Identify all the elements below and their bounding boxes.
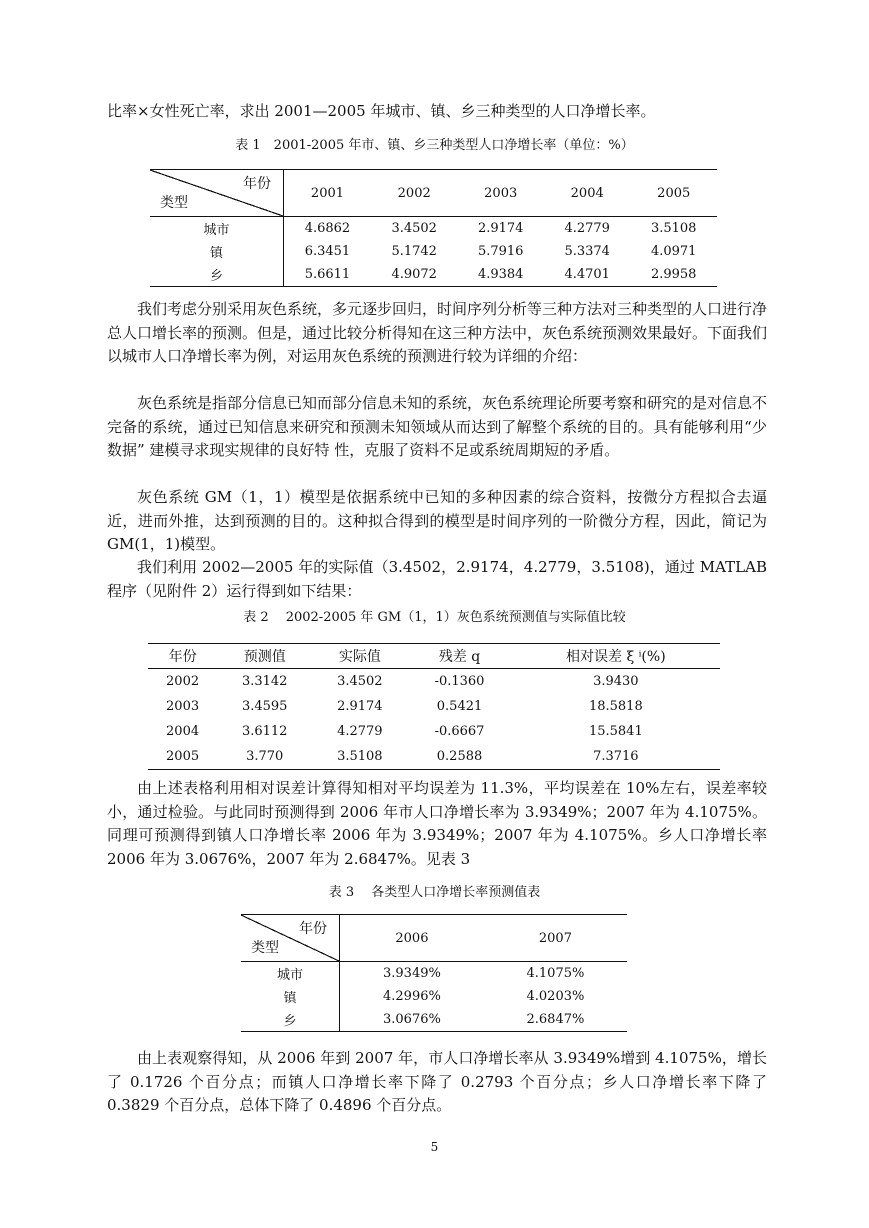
- table-row: [148, 669, 720, 695]
- row-label: 镇: [241, 985, 340, 1008]
- paragraph-matlab: 我们利用 2002—2005 年的实际值（3.4502，2.9174，4.2779，3.5108)，通过 MATLAB 程序（见附件 2）运行得到如下结果：: [107, 558, 767, 600]
- table-cell: 3.3142: [241, 674, 288, 689]
- table-cell: 6.3451: [304, 244, 351, 259]
- table-cell: 4.2779: [337, 724, 383, 739]
- table-cell: 2002: [166, 674, 200, 689]
- table3: [241, 914, 627, 1032]
- table-cell: 4.9072: [371, 263, 458, 287]
- table2-header-row: [148, 644, 720, 669]
- table-cell: 4.0203%: [526, 989, 585, 1004]
- table-cell: 5.7916: [477, 244, 524, 259]
- table1-year-header: 2001: [284, 170, 371, 217]
- table-cell: 18.5818: [588, 699, 643, 714]
- table-row: [241, 1008, 627, 1032]
- table3-header-row: [241, 915, 627, 962]
- table-cell: 4.0971: [650, 244, 697, 259]
- table-cell: 3.9349%: [383, 966, 441, 981]
- table-cell: 3.4502: [391, 221, 437, 236]
- table-cell: 5.3374: [564, 244, 610, 259]
- table-cell: 4.9384: [457, 263, 544, 287]
- table-cell: -0.1360: [434, 674, 485, 689]
- table2: [148, 643, 720, 770]
- table1-year-header: 2002: [371, 170, 458, 217]
- table3-corner-cell: [241, 915, 340, 962]
- table-cell: 2003: [166, 699, 200, 714]
- paragraph-method-overview: 我们考虑分别采用灰色系统，多元逐步回归，时间序列分析等三种方法对三种类型的人口进行净总人口增长率的预测。但是，通过比较分析得知在这三种方法中，灰色系统预测效果最好。下面我们以城市人口净增长率为例，对运用灰色系统的预测进行较为详细的介绍：: [107, 300, 768, 365]
- table2-header-cell: 预测值: [217, 644, 312, 669]
- table-row: [148, 744, 720, 770]
- table-cell: 3.9430: [593, 674, 639, 689]
- row-label: 城市: [150, 217, 284, 241]
- table1: [150, 169, 717, 287]
- table-cell: 5.6611: [284, 263, 371, 287]
- table3-year-header: 2006: [340, 915, 484, 962]
- table-row: [148, 694, 720, 719]
- table-cell: 4.4701: [544, 263, 631, 287]
- paragraph-grey-system: 灰色系统是指部分信息已知而部分信息未知的系统，灰色系统理论所要考察和研究的是对信息不完备的系统，通过已知信息来研究和预测未知领域从而达到了解整个系统的目的。具有能够利用“少数据” 建模寻求现实规律的良好特 性，克服了资料不足或系统周期短的矛盾。: [107, 394, 768, 459]
- table-cell: 2.9174: [337, 699, 383, 714]
- table3-corner-bottom: 类型: [251, 940, 279, 956]
- table-cell: 0.5421: [436, 699, 483, 714]
- row-label: 乡: [241, 1008, 340, 1032]
- table-cell: 5.1742: [391, 244, 437, 259]
- table-row: [150, 217, 717, 241]
- page-number: 5: [430, 1140, 439, 1154]
- table-cell: -0.6667: [434, 724, 485, 739]
- intro-line: 比率×女性死亡率，求出 2001—2005 年城市、镇、乡三种类型的人口净增长率。: [107, 102, 656, 120]
- row-label: 城市: [241, 962, 340, 986]
- table2-header-cell: 年份: [148, 644, 217, 669]
- table1-year-header: 2003: [457, 170, 544, 217]
- paragraph-gm-model: 灰色系统 GM（1，1）模型是依据系统中已知的多种因素的综合资料，按微分方程拟合去逼近，进而外推，达到预测的目的。这种拟合得到的模型是时间序列的一阶微分方程，因此，简记为 GM(1，1)模型。: [107, 488, 767, 553]
- table1-corner-cell: [150, 170, 284, 217]
- table-cell: 2.9174: [477, 221, 524, 236]
- table-row: [150, 263, 717, 287]
- table-row: [150, 240, 717, 263]
- table3-diagonal-header: [241, 915, 339, 961]
- table1-corner-bottom: 类型: [160, 195, 188, 211]
- table-cell: 0.2588: [407, 744, 511, 770]
- table-cell: 3.0676%: [340, 1008, 484, 1032]
- table3-corner-top: 年份: [299, 921, 327, 937]
- table3-year-header: 2007: [484, 915, 627, 962]
- table-cell: 3.5108: [650, 221, 697, 236]
- table-cell: 3.4595: [241, 699, 288, 714]
- table-cell: 4.1075%: [526, 966, 585, 981]
- table1-year-header: 2004: [544, 170, 631, 217]
- table2-header-cell: 相对误差 ξ ⁱ(%): [512, 644, 720, 669]
- table-cell: 4.2996%: [383, 989, 441, 1004]
- paragraph-error-analysis: 由上述表格利用相对误差计算得知相对平均误差为 11.3%，平均误差在 10%左右，误差率较小，通过检验。与此同时预测得到 2006 年市人口净增长率为 3.9349%；2007 年为 4.1075%。同理可预测得到镇人口净增长率 2006 年为 3.9349%；2007 年为 4.1075%。乡人口净增长率 2006 年为 3.0676%，2007 年为 2.6847%。见表 3: [107, 779, 767, 868]
- table3-caption: 表 3 各类型人口净增长率预测值表: [328, 885, 541, 900]
- table2-header-cell: 残差 q: [407, 644, 511, 669]
- row-label: 乡: [150, 263, 284, 287]
- table-cell: 2005: [148, 744, 217, 770]
- table1-diagonal-header: [150, 170, 283, 216]
- table1-header-row: [150, 170, 717, 217]
- table-cell: 4.6862: [304, 221, 351, 236]
- table1-year-header: 2005: [630, 170, 717, 217]
- table-cell: 2.6847%: [484, 1008, 627, 1032]
- table-cell: 2.9958: [630, 263, 717, 287]
- table1-corner-top: 年份: [243, 176, 271, 192]
- table-cell: 3.5108: [312, 744, 407, 770]
- table-row: [241, 985, 627, 1008]
- table-row: [241, 962, 627, 986]
- table2-header-cell: 实际值: [312, 644, 407, 669]
- table-cell: 3.4502: [337, 674, 383, 689]
- table-cell: 3.6112: [241, 724, 288, 739]
- table-cell: 4.2779: [564, 221, 610, 236]
- table2-caption: 表 2 2002-2005 年 GM（1，1）灰色系统预测值与实际值比较: [243, 610, 626, 625]
- table1-caption: 表 1 2001-2005 年市、镇、乡三种类型人口净增长率（单位：%）: [235, 138, 634, 153]
- paragraph-conclusion: 由上表观察得知，从 2006 年到 2007 年，市人口净增长率从 3.9349%增到 4.1075%，增长了 0.1726 个百分点；而镇人口净增长率下降了 0.2793 个百分点；乡人口净增长率下降了 0.3829 个百分点，总体下降了 0.4896 个百分点。: [107, 1049, 767, 1114]
- table-cell: 7.3716: [512, 744, 720, 770]
- table-cell: 3.770: [217, 744, 312, 770]
- table-row: [148, 719, 720, 744]
- row-label: 镇: [150, 240, 284, 263]
- table-cell: 2004: [166, 724, 200, 739]
- table-cell: 15.5841: [588, 724, 643, 739]
